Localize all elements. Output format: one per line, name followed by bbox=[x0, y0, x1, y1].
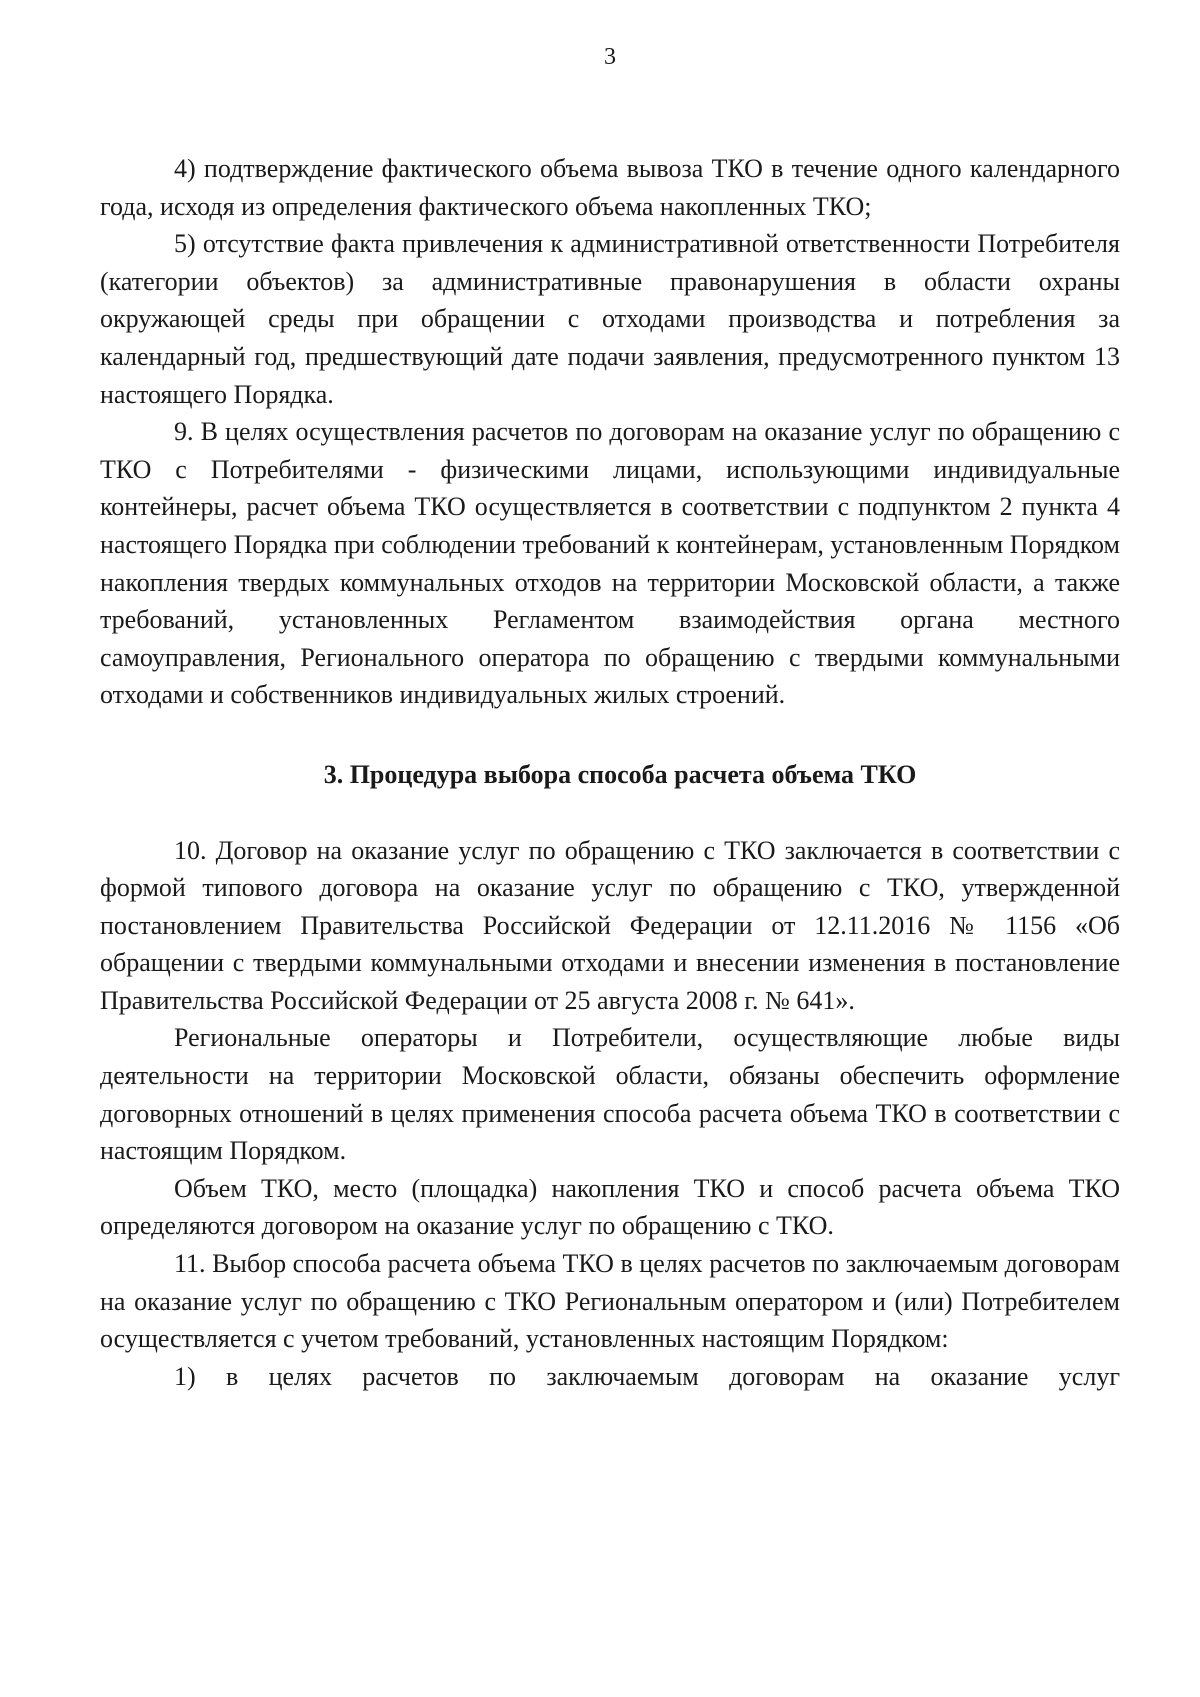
paragraph-clause-10: 10. Договор на оказание услуг по обращению с ТКО заключается в соответствии с формой типового договора на оказание услуг по обращению с ТКО, утвержденной постановлением Правительства Российской Федерации от 12.11.2016 № 1156 «Об обращении с твердыми коммунальными отходами и внесении изменения в постановление Правительства Российской Федерации от 25 августа 2008 г. № 641». bbox=[100, 835, 1120, 1015]
paragraph-volume-definition: Объем ТКО, место (площадка) накопления ТКО и способ расчета объема ТКО определяются договором на оказание услуг по обращению с ТКО. bbox=[100, 1173, 1120, 1241]
page-number: 3 bbox=[604, 44, 616, 70]
paragraph-item-5: 5) отсутствие факта привлечения к административной ответственности Потребителя (категории объектов) за административные правонарушения в области охраны окружающей среды при обращении с отходами производства и потребления за календарный год, предшествующий дате подачи заявления, предусмотренного пунктом 13 настоящего Порядка. bbox=[100, 229, 1120, 409]
section-heading: 3. Процедура выбора способа расчета объема ТКО bbox=[323, 759, 917, 789]
paragraph-regional-operators: Региональные операторы и Потребители, осуществляющие любые виды деятельности на территории Московской области, обязаны обеспечить оформление договорных отношений в целях применения способа расчета объема ТКО в соответствии с настоящим Порядком. bbox=[100, 1023, 1120, 1166]
paragraph-clause-11-item-1: 1) в целях расчетов по заключаемым договорам на оказание услуг bbox=[174, 1361, 1120, 1391]
document-body bbox=[100, 150, 1120, 1395]
paragraph-item-4: 4) подтверждение фактического объема вывоза ТКО в течение одного календарного года, исходя из определения фактического объема накопленных ТКО; bbox=[100, 154, 1120, 221]
paragraph-clause-11: 11. Выбор способа расчета объема ТКО в целях расчетов по заключаемым договорам на оказание услуг по обращению с ТКО Региональным оператором и (или) Потребителем осуществляется с учетом требований, установленных настоящим Порядком: bbox=[100, 1249, 1120, 1354]
paragraph-clause-9: 9. В целях осуществления расчетов по договорам на оказание услуг по обращению с ТКО с Потребителями - физическими лицами, использующими индивидуальные контейнеры, расчет объема ТКО осуществляется в соответствии с подпунктом 2 пункта 4 настоящего Порядка при соблюдении требований к контейнерам, установленным Порядком накопления твердых коммунальных отходов на территории Московской области, а также требований, установленных Регламентом взаимодействия органа местного самоуправления, Регионального оператора по обращению с твердыми коммунальными отходами и собственников индивидуальных жилых строений. bbox=[100, 417, 1120, 710]
